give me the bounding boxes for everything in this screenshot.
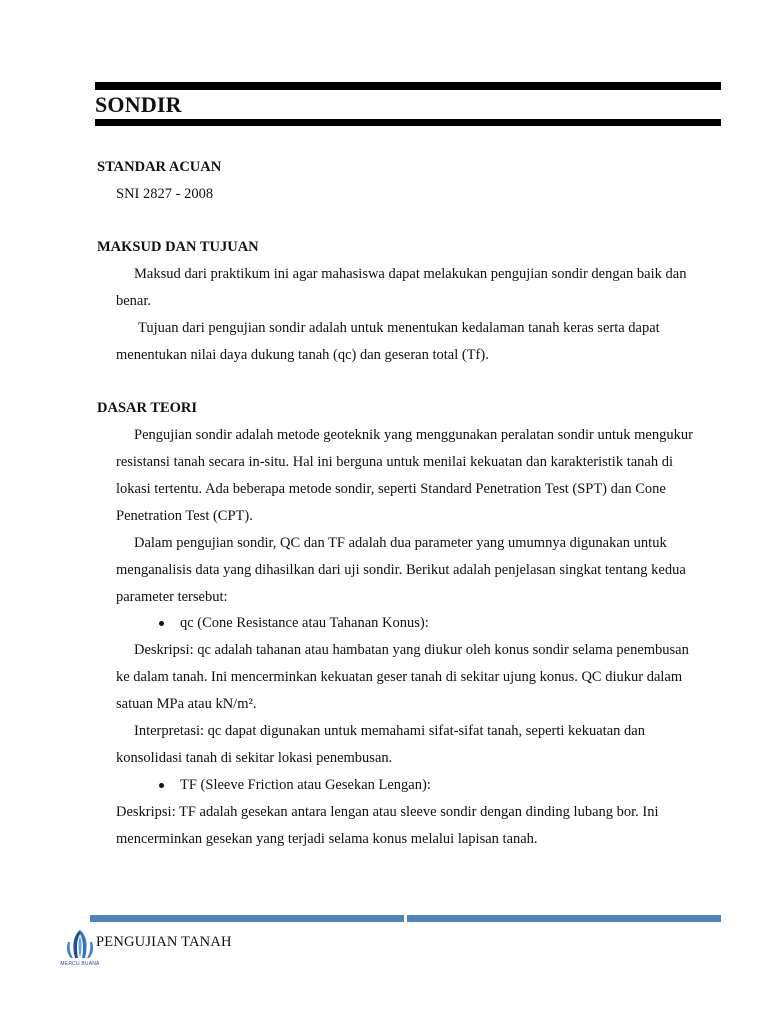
- bullet-item-tf: TF (Sleeve Friction atau Gesekan Lengan):: [180, 777, 431, 793]
- footer-rule-right: [407, 915, 721, 922]
- bullet-item-qc: qc (Cone Resistance atau Tahanan Konus):: [180, 615, 429, 631]
- section-heading-dasar-teori: DASAR TEORI: [97, 400, 198, 416]
- paragraph-line: satuan MPa atau kN/m².: [116, 696, 257, 712]
- paragraph-line: Pengujian sondir adalah metode geoteknik yang menggunakan peralatan sondir untuk mengukur: [134, 427, 693, 443]
- section-heading-standar-acuan: STANDAR ACUAN: [97, 159, 222, 175]
- standar-line: SNI 2827 - 2008: [116, 186, 214, 202]
- footer-label: PENGUJIAN TANAH: [96, 934, 232, 950]
- paragraph-line: lokasi tertentu. Ada beberapa metode sondir, seperti Standard Penetration Test (SPT) dan Cone: [116, 481, 666, 497]
- paragraph-line: menentukan nilai daya dukung tanah (qc) dan geseran total (Tf).: [116, 347, 489, 363]
- paragraph-line: parameter tersebut:: [116, 589, 228, 605]
- bullet-icon: [159, 783, 164, 788]
- paragraph-line: mencerminkan gesekan yang terjadi selama konus melalui lapisan tanah.: [116, 831, 538, 847]
- paragraph-line: Deskripsi: TF adalah gesekan antara lengan atau sleeve sondir dengan dinding lubang bor. Ini: [116, 804, 659, 820]
- paragraph-line: Penetration Test (CPT).: [116, 508, 253, 524]
- paragraph-line: menganalisis data yang dihasilkan dari uji sondir. Berikut adalah penjelasan singkat tentang kedua: [116, 562, 686, 578]
- paragraph-line: konsolidasi tanah di sekitar lokasi penembusan.: [116, 750, 393, 766]
- paragraph-line: Deskripsi: qc adalah tahanan atau hambatan yang diukur oleh konus sondir selama penembusan: [134, 642, 689, 658]
- paragraph-line: resistansi tanah secara in-situ. Hal ini berguna untuk menilai kekuatan dan karakteristik tanah di: [116, 454, 674, 470]
- paragraph-line: benar.: [116, 293, 152, 309]
- title-rule-bottom: [95, 119, 721, 126]
- paragraph-line: Dalam pengujian sondir, QC dan TF adalah dua parameter yang umumnya digunakan untuk: [134, 535, 667, 551]
- bullet-icon: [159, 621, 164, 626]
- section-heading-maksud-tujuan: MAKSUD DAN TUJUAN: [97, 239, 259, 255]
- paragraph-line: Interpretasi: qc dapat digunakan untuk memahami sifat-sifat tanah, seperti kekuatan dan: [134, 723, 645, 739]
- paragraph-line: Tujuan dari pengujian sondir adalah untuk menentukan kedalaman tanah keras serta dapat: [138, 320, 660, 336]
- page-title: SONDIR: [95, 92, 182, 117]
- logo-caption: MERCU BUANA: [60, 961, 100, 967]
- footer-rule-left: [90, 915, 404, 922]
- paragraph-line: ke dalam tanah. Ini mencerminkan kekuatan geser tanah di sekitar ujung konus. QC diukur dalam: [116, 669, 683, 685]
- paragraph-line: Maksud dari praktikum ini agar mahasiswa dapat melakukan pengujian sondir dengan baik dan: [134, 266, 687, 282]
- title-rule-top: [95, 82, 721, 90]
